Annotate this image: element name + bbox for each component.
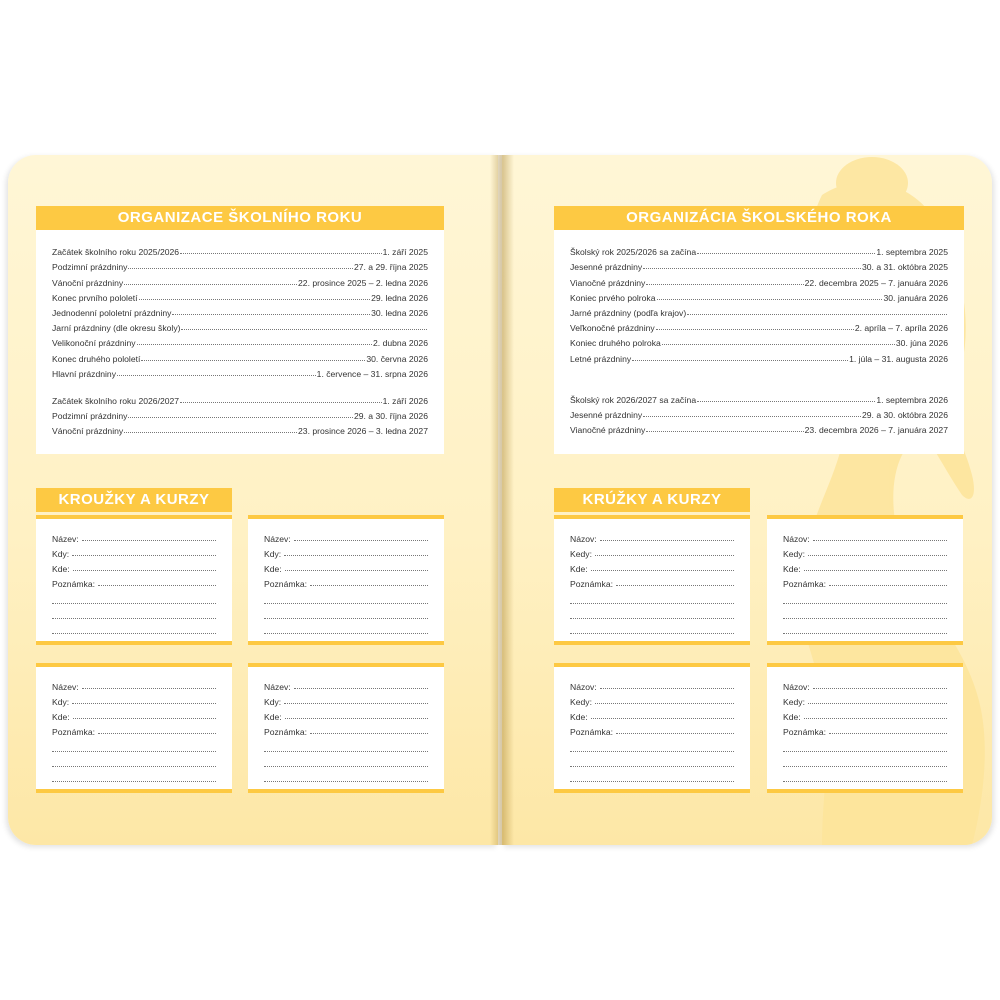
note-line[interactable] <box>264 604 428 619</box>
row-value: 30. a 31. októbra 2025 <box>861 262 948 273</box>
note-line[interactable] <box>264 752 428 767</box>
dotted-leader <box>643 416 861 417</box>
school-year-title-cz: ORGANIZACE ŠKOLNÍHO ROKU <box>36 206 444 230</box>
course-card-sk-2 <box>767 515 963 645</box>
school-year-row <box>52 242 428 257</box>
school-year-row <box>52 421 428 436</box>
course-field-where[interactable] <box>52 559 216 574</box>
dotted-leader <box>687 314 947 315</box>
note-line[interactable] <box>783 752 947 767</box>
field-label: Názov: <box>783 534 810 544</box>
course-field-name[interactable] <box>264 677 428 692</box>
row-label: Veľkonočné prázdniny <box>570 323 655 334</box>
row-label: Jesenné prázdniny <box>570 262 643 273</box>
row-label: Školský rok 2025/2026 sa začína <box>570 247 697 258</box>
dotted-leader <box>128 417 352 418</box>
school-year-row <box>52 406 428 421</box>
school-year-list-cz <box>52 242 428 379</box>
dotted-leader <box>172 314 370 315</box>
write-line[interactable] <box>595 555 734 556</box>
field-label: Kdy: <box>264 697 282 707</box>
note-line[interactable] <box>52 737 216 752</box>
dotted-leader <box>128 268 352 269</box>
school-year-row <box>52 318 428 333</box>
dotted-leader <box>180 402 382 403</box>
write-line[interactable] <box>73 718 216 719</box>
field-label: Názov: <box>570 682 597 692</box>
note-line[interactable] <box>783 737 947 752</box>
course-field-note[interactable] <box>52 722 216 737</box>
write-line[interactable] <box>804 718 947 719</box>
course-field-when[interactable] <box>264 544 428 559</box>
row-label: Jednodenní pololetní prázdniny <box>52 307 172 318</box>
write-line[interactable] <box>98 585 216 586</box>
field-label: Poznámka: <box>264 579 307 589</box>
course-field-note[interactable] <box>52 574 216 589</box>
write-line[interactable] <box>285 718 428 719</box>
row-value: 22. decembra 2025 – 7. januára 2026 <box>804 277 948 288</box>
write-line[interactable] <box>829 585 947 586</box>
school-year-row <box>570 272 948 287</box>
courses-title-sk: KRÚŽKY A KURZY <box>554 488 750 512</box>
school-year-row <box>52 348 428 363</box>
note-line[interactable] <box>264 767 428 782</box>
school-year-title-sk: ORGANIZÁCIA ŠKOLSKÉHO ROKA <box>554 206 964 230</box>
write-line[interactable] <box>600 688 734 689</box>
dotted-leader <box>117 375 316 376</box>
field-label: Název: <box>264 682 291 692</box>
row-value: 29. a 30. októbra 2026 <box>861 409 948 420</box>
dotted-leader <box>646 284 803 285</box>
school-year-box-cz <box>36 230 444 454</box>
note-line[interactable] <box>570 589 734 604</box>
row-label: Vianočné prázdniny <box>570 425 646 436</box>
course-card-sk-3 <box>554 663 750 793</box>
note-line[interactable] <box>264 619 428 634</box>
field-label: Kedy: <box>570 549 592 559</box>
row-label: Začátek školního roku 2026/2027 <box>52 395 180 406</box>
course-field-where[interactable] <box>570 707 734 722</box>
dotted-leader <box>662 344 895 345</box>
course-field-when[interactable] <box>570 692 734 707</box>
field-label: Kedy: <box>783 697 805 707</box>
course-field-where[interactable] <box>570 559 734 574</box>
write-line[interactable] <box>285 570 428 571</box>
course-field-note[interactable] <box>264 722 428 737</box>
course-card-cz-2 <box>248 515 444 645</box>
course-field-note[interactable] <box>783 722 947 737</box>
field-label: Kde: <box>52 712 70 722</box>
course-field-note[interactable] <box>570 722 734 737</box>
row-value: 23. decembra 2026 – 7. januára 2027 <box>804 425 948 436</box>
course-field-when[interactable] <box>783 544 947 559</box>
course-field-name[interactable] <box>783 529 947 544</box>
write-line[interactable] <box>73 570 216 571</box>
school-year-row <box>570 405 948 420</box>
course-field-when[interactable] <box>570 544 734 559</box>
field-label: Kedy: <box>783 549 805 559</box>
row-value: 1. července – 31. srpna 2026 <box>316 368 428 379</box>
note-line[interactable] <box>570 619 734 634</box>
note-line[interactable] <box>264 737 428 752</box>
course-card-cz-3 <box>36 663 232 793</box>
school-year-row <box>52 333 428 348</box>
write-line[interactable] <box>591 718 734 719</box>
row-label: Jarné prázdniny (podľa krajov) <box>570 307 687 318</box>
write-line[interactable] <box>591 570 734 571</box>
course-field-name[interactable] <box>783 677 947 692</box>
left-page <box>8 155 498 845</box>
field-label: Poznámka: <box>264 727 307 737</box>
row-label: Vánoční prázdniny <box>52 277 124 288</box>
row-label: Jesenné prázdniny <box>570 409 643 420</box>
write-line[interactable] <box>595 703 734 704</box>
row-label: Školský rok 2026/2027 sa začína <box>570 394 697 405</box>
school-year-row <box>570 390 948 405</box>
dotted-leader <box>646 431 803 432</box>
course-field-name[interactable] <box>52 677 216 692</box>
field-label: Název: <box>52 682 79 692</box>
field-label: Kde: <box>264 564 282 574</box>
dotted-leader <box>656 329 854 330</box>
field-label: Poznámka: <box>52 727 95 737</box>
write-line[interactable] <box>294 540 428 541</box>
row-label: Začátek školního roku 2025/2026 <box>52 247 180 258</box>
dotted-leader <box>181 329 427 330</box>
course-field-when[interactable] <box>52 692 216 707</box>
field-label: Název: <box>52 534 79 544</box>
write-line[interactable] <box>813 688 947 689</box>
dotted-leader <box>643 268 861 269</box>
dotted-leader <box>180 253 382 254</box>
row-value: 1. září 2026 <box>382 395 428 406</box>
field-label: Kdy: <box>52 549 70 559</box>
courses-title-cz: KROUŽKY A KURZY <box>36 488 232 512</box>
write-line[interactable] <box>616 733 734 734</box>
write-line[interactable] <box>808 703 947 704</box>
row-value: 29. ledna 2026 <box>371 292 428 303</box>
row-label: Podzimní prázdniny <box>52 411 128 422</box>
row-value: 1. septembra 2025 <box>876 247 948 258</box>
note-line[interactable] <box>570 767 734 782</box>
school-year-row <box>52 391 428 406</box>
school-year-row <box>570 242 948 257</box>
row-label: Koniec prvého polroka <box>570 292 656 303</box>
row-label: Vánoční prázdniny <box>52 426 124 437</box>
row-value: 22. prosince 2025 – 2. ledna 2026 <box>298 277 428 288</box>
field-label: Kde: <box>264 712 282 722</box>
write-line[interactable] <box>284 703 428 704</box>
dotted-leader <box>124 284 297 285</box>
field-label: Poznámka: <box>570 727 613 737</box>
course-field-where[interactable] <box>783 559 947 574</box>
row-value: 2. apríla – 7. apríla 2026 <box>854 323 948 334</box>
course-field-where[interactable] <box>783 707 947 722</box>
school-year-row <box>52 364 428 379</box>
school-year-row <box>570 303 948 318</box>
write-line[interactable] <box>310 585 428 586</box>
note-line[interactable] <box>264 589 428 604</box>
school-year-row <box>570 288 948 303</box>
row-value: 2. dubna 2026 <box>373 338 428 349</box>
course-field-when[interactable] <box>264 692 428 707</box>
note-line[interactable] <box>570 752 734 767</box>
row-label: Koniec druhého polroka <box>570 338 661 349</box>
field-label: Kde: <box>570 712 588 722</box>
row-label: Jarní prázdniny (dle okresu školy) <box>52 323 181 334</box>
note-line[interactable] <box>783 619 947 634</box>
school-year-row <box>570 333 948 348</box>
row-value: 30. januára 2026 <box>883 292 948 303</box>
course-card-cz-4 <box>248 663 444 793</box>
row-value: 1. septembra 2026 <box>876 394 948 405</box>
field-label: Název: <box>264 534 291 544</box>
row-value: 23. prosince 2026 – 3. ledna 2027 <box>298 426 428 437</box>
field-label: Poznámka: <box>783 727 826 737</box>
row-value: 30. júna 2026 <box>895 338 948 349</box>
note-line[interactable] <box>570 737 734 752</box>
course-field-where[interactable] <box>52 707 216 722</box>
note-line[interactable] <box>52 604 216 619</box>
course-field-name[interactable] <box>570 677 734 692</box>
course-field-note[interactable] <box>570 574 734 589</box>
note-line[interactable] <box>52 767 216 782</box>
row-value: 1. júla – 31. augusta 2026 <box>849 353 948 364</box>
write-line[interactable] <box>82 540 216 541</box>
field-label: Poznámka: <box>570 579 613 589</box>
row-label: Podzimní prázdniny <box>52 262 128 273</box>
field-label: Názov: <box>783 682 810 692</box>
row-label: Vianočné prázdniny <box>570 277 646 288</box>
field-label: Kedy: <box>570 697 592 707</box>
write-line[interactable] <box>600 540 734 541</box>
note-line[interactable] <box>783 604 947 619</box>
field-label: Poznámka: <box>52 579 95 589</box>
field-label: Kde: <box>783 564 801 574</box>
row-label: Konec prvního pololetí <box>52 292 138 303</box>
course-card-sk-1 <box>554 515 750 645</box>
course-field-when[interactable] <box>783 692 947 707</box>
field-label: Kde: <box>570 564 588 574</box>
course-field-where[interactable] <box>264 559 428 574</box>
note-line[interactable] <box>570 604 734 619</box>
course-field-note[interactable] <box>264 574 428 589</box>
course-card-cz-1 <box>36 515 232 645</box>
school-year-box-sk <box>554 230 964 454</box>
row-value: 30. ledna 2026 <box>371 307 428 318</box>
course-field-when[interactable] <box>52 544 216 559</box>
dotted-leader <box>697 401 875 402</box>
write-line[interactable] <box>82 688 216 689</box>
write-line[interactable] <box>829 733 947 734</box>
course-field-name[interactable] <box>264 529 428 544</box>
dotted-leader <box>697 253 875 254</box>
right-page <box>502 155 992 845</box>
dotted-leader <box>141 360 365 361</box>
school-year-row <box>570 348 948 363</box>
row-label: Konec druhého pololetí <box>52 353 141 364</box>
row-label: Hlavní prázdniny <box>52 368 117 379</box>
note-line[interactable] <box>52 619 216 634</box>
write-line[interactable] <box>804 570 947 571</box>
row-label: Velikonoční prázdniny <box>52 338 136 349</box>
row-value: 30. června 2026 <box>366 353 428 364</box>
row-value: 1. září 2025 <box>382 247 428 258</box>
book-spine <box>490 155 514 845</box>
school-year-row <box>52 272 428 287</box>
note-line[interactable] <box>783 589 947 604</box>
dotted-leader <box>124 432 297 433</box>
course-field-name[interactable] <box>570 529 734 544</box>
field-label: Kdy: <box>52 697 70 707</box>
write-line[interactable] <box>294 688 428 689</box>
write-line[interactable] <box>72 555 216 556</box>
write-line[interactable] <box>616 585 734 586</box>
school-year-row <box>570 318 948 333</box>
dotted-leader <box>657 299 883 300</box>
school-year-list-cz-next <box>52 391 428 437</box>
field-label: Kde: <box>52 564 70 574</box>
dotted-leader <box>632 360 848 361</box>
school-year-row <box>570 257 948 272</box>
field-label: Kde: <box>783 712 801 722</box>
dotted-leader <box>137 344 372 345</box>
course-field-note[interactable] <box>783 574 947 589</box>
row-value: 29. a 30. října 2026 <box>353 411 428 422</box>
field-label: Názov: <box>570 534 597 544</box>
dotted-leader <box>139 299 371 300</box>
write-line[interactable] <box>310 733 428 734</box>
row-value: 27. a 29. října 2025 <box>353 262 428 273</box>
note-line[interactable] <box>52 752 216 767</box>
school-year-list-sk-next <box>570 390 948 436</box>
course-field-name[interactable] <box>52 529 216 544</box>
field-label: Poznámka: <box>783 579 826 589</box>
write-line[interactable] <box>98 733 216 734</box>
write-line[interactable] <box>72 703 216 704</box>
write-line[interactable] <box>813 540 947 541</box>
note-line[interactable] <box>52 589 216 604</box>
write-line[interactable] <box>808 555 947 556</box>
note-line[interactable] <box>783 767 947 782</box>
school-year-row <box>52 257 428 272</box>
school-year-row <box>52 288 428 303</box>
school-year-row <box>570 420 948 435</box>
field-label: Kdy: <box>264 549 282 559</box>
course-card-sk-4 <box>767 663 963 793</box>
write-line[interactable] <box>284 555 428 556</box>
school-year-row <box>52 303 428 318</box>
row-label: Letné prázdniny <box>570 353 632 364</box>
school-year-list-sk <box>570 242 948 364</box>
course-field-where[interactable] <box>264 707 428 722</box>
